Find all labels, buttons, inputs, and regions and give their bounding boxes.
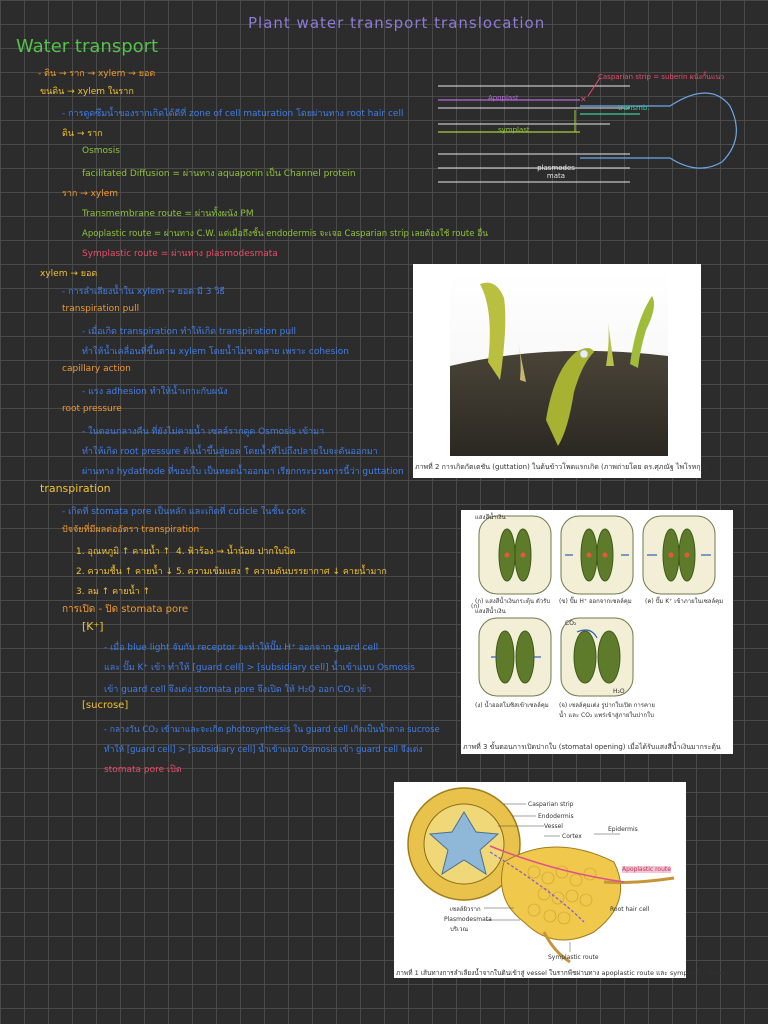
caspary-label: Casparian strip = suberin ผนังกั้นแนว <box>598 73 725 81</box>
note-line: 3. ลม ↑ คายน้ำ ↑ <box>76 587 151 597</box>
root-section-caption: ภาพที่ 1 เส้นทางการลำเลียงน้ำจากในดินเข้าสู่ vessel ในรากพืชผ่านทาง apoplastic route และ symplastic route <box>396 969 724 977</box>
note-line: ทำให้น้ำเคลื่อนที่ขึ้นตาม xylem โดยน้ำไม่ขาดสาย เพราะ cohesion <box>82 347 349 357</box>
root-label-casparian: Casparian strip <box>528 801 574 808</box>
stomata-sub-4: (ง) น้ำออสโมซิสเข้าเซลล์คุม <box>475 702 549 709</box>
root-pathway-diagram <box>430 66 750 190</box>
note-line: stomata pore เปิด <box>104 765 182 775</box>
stomata-figure <box>461 510 733 754</box>
symplast-label: symplast <box>498 126 530 134</box>
note-line: transpiration <box>40 482 111 495</box>
root-section-figure <box>394 782 724 978</box>
note-line: เข้า guard cell จึงเต่ง stomata pore จึงเปิด ให้ H₂O ออก CO₂ เข้า <box>104 685 372 695</box>
note-line: 1. อุณหภูมิ ↑ คายน้ำ ↑ <box>76 547 171 557</box>
note-line: - เกิดที่ stomata pore เป็นหลัก และเกิดที่ cuticle ในชั้น cork <box>62 507 306 517</box>
note-line: การเปิด - ปิด stomata pore <box>62 604 189 615</box>
root-label-vessel: Vessel <box>544 823 563 830</box>
note-line: 4. ฟ้าร้อง → น้ำน้อย ปากใบปิด <box>176 547 296 557</box>
root-label-epidermal-cell: เซลล์ผิวราก <box>450 906 481 913</box>
stomata-caption: ภาพที่ 3 ขั้นตอนการเปิดปากใบ (stomatal opening) เมื่อได้รับแสงสีน้ำเงินมากระตุ้น <box>463 743 721 751</box>
note-line: ทำให้เกิด root pressure ดันน้ำขึ้นสู่ยอด โดยน้ำที่ไปถึงปลายใบจะดันออกมา <box>82 447 378 457</box>
stomata-sub-1: (ก) แสงสีน้ำเงินกระตุ้น ตัวรับแสงสีน้ำเงิน <box>475 598 551 615</box>
note-line: และ ปั๊ม K⁺ เข้า ทำให้ [guard cell] > [subsidiary cell] น้ำเข้าแบบ Osmosis <box>104 663 415 673</box>
root-label-endodermis: Endodermis <box>538 813 574 820</box>
stomata-label-blue: แสงสีน้ำเงิน <box>475 514 506 521</box>
note-line: xylem → ยอด <box>40 269 98 279</box>
root-label-region: บริเวณ <box>450 926 469 933</box>
note-line: ผ่านทาง hydathode ที่ขอบใบ เป็นหยดน้ำออกมา เรียกกระบวนการนี้ว่า guttation <box>82 467 404 477</box>
note-line: Apoplastic route = ผ่านทาง C.W. แต่เมื่อถึงชั้น endodermis จะเจอ Casparian strip เลยต้องใช้ route อื่น <box>82 229 489 239</box>
plasmodesmata-label: plasmodes mata <box>537 164 575 180</box>
note-line: ปัจจัยที่มีผลต่ออัตรา transpiration <box>62 525 200 535</box>
note-line: transpiration pull <box>62 304 140 314</box>
note-line: Symplastic route = ผ่านทาง plasmodesmata <box>82 249 278 259</box>
root-label-epidermis: Epidermis <box>608 826 638 833</box>
root-label-plasmodesmata: Plasmodesmata <box>444 916 492 923</box>
note-line: ขนดิน → xylem ในราก <box>40 87 134 97</box>
note-line: - ในตอนกลางคืน ที่ยังไม่คายน้ำ เซลล์รากดูด Osmosis เข้ามา <box>82 427 325 437</box>
guttation-caption: ภาพที่ 2 การเกิดกัตเตชัน (guttation) ในต้นข้าวโพดแรกเกิด (ภาพถ่ายโดย ดร.ศุภณัฐ ไพโรหกุล) <box>415 463 708 471</box>
transmb-label: transmb. <box>618 104 650 112</box>
guttation-figure <box>413 264 708 478</box>
note-line: Osmosis <box>82 146 120 156</box>
root-label-symplastic: Symplastic route <box>548 954 599 961</box>
stomata-sub-2: (ข) ปั๊ม H⁺ ออกจากเซลล์คุม <box>559 598 632 605</box>
note-line: - เมื่อเกิด transpiration ทำให้เกิด transpiration pull <box>82 327 297 337</box>
root-label-cortex: Cortex <box>562 833 582 840</box>
root-label-apoplastic: Apoplastic route <box>622 866 671 873</box>
note-line: facilitated Diffusion = ผ่านทาง aquaporin เป็น Channel protein <box>82 169 356 179</box>
root-label-root-hair: Root hair cell <box>610 906 650 913</box>
note-line: - แรง adhesion ทำให้น้ำเกาะกับผนัง <box>82 387 228 397</box>
stomata-label-h2o: H₂O <box>613 688 625 695</box>
svg-text:✕: ✕ <box>580 95 587 104</box>
note-line: - เมื่อ blue light จับกับ receptor จะทำให้ปั๊ม H⁺ ออกจาก guard cell <box>104 643 379 653</box>
root-section-diagram <box>394 782 686 966</box>
section-heading-water-transport: Water transport <box>16 36 159 57</box>
stomata-sub-5: (จ) เซลล์คุมเต่ง รูปากใบเปิด การคายน้ำ และ CO₂ แพร่เข้าสู่ภายในปากใบ <box>559 702 655 719</box>
stomata-sub-3: (ค) ปั๊ม K⁺ เข้าภายในเซลล์คุม <box>645 598 724 605</box>
stomata-label-co2: CO₂ <box>565 620 577 627</box>
svg-text:(ก): (ก) <box>471 603 480 610</box>
apoplast-label: Apoplast <box>488 94 519 102</box>
guttation-photo <box>450 270 668 456</box>
page-title: Plant water transport translocation <box>248 14 546 32</box>
note-line: root pressure <box>62 404 122 414</box>
note-line: - ดิน → ราก → xylem → ยอด <box>38 69 156 79</box>
note-line: - การลำเลียงน้ำใน xylem → ยอด มี 3 วิธี <box>62 287 225 297</box>
note-line: ราก → xylem <box>62 189 119 199</box>
note-line: [sucrose] <box>82 700 129 711</box>
note-line: ดิน → ราก <box>62 129 103 139</box>
note-line: 2. ความชื้น ↑ คายน้ำ ↓ <box>76 567 173 577</box>
note-line: 5. ความเข้มแสง ↑ ความดันบรรยากาศ ↓ คายน้ำมาก <box>176 567 387 577</box>
note-line: capillary action <box>62 364 131 374</box>
note-line: Transmembrane route = ผ่านทั้งผนัง PM <box>82 209 254 219</box>
note-line: - การดูดซึมน้ำของรากเกิดได้ดีที่ zone of cell maturation โดยผ่านทาง root hair cell <box>62 109 404 119</box>
note-line: ทำให้ [guard cell] > [subsidiary cell] น้ำเข้าแบบ Osmosis เข้า guard cell จึงเต่ง <box>104 745 423 755</box>
note-line: - กลางวัน CO₂ เข้ามาและจะเกิด photosynthesis ใน guard cell เกิดเป็นน้ำตาล sucrose <box>104 725 440 735</box>
note-line: [K⁺] <box>82 620 104 633</box>
